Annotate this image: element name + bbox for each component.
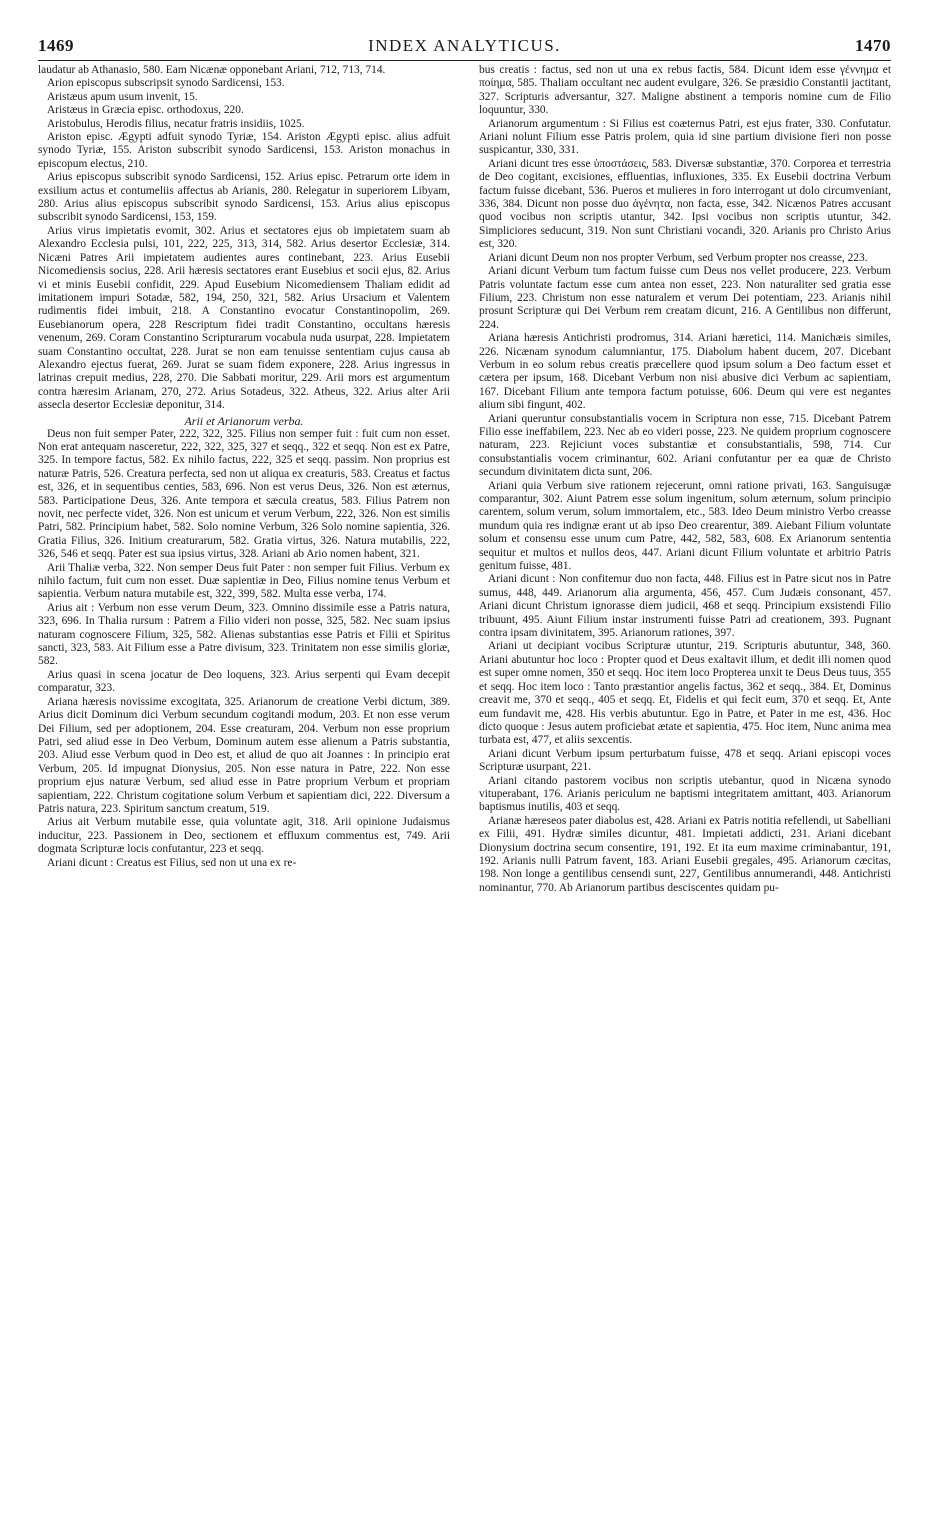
index-entry: Arius ait : Verbum non esse verum Deum, 323. Omnino dissimile esse a Patris natura, 323, 696. In Thalia rursum : Patrem a Filio videri non posse, 325, 582. Nec suam ipsius naturam cognoscere Filium, 325, 582. Alienas substantias esse Patris et Filii et Spiritus sancti, 323, 583. Ait Filium esse a Patre divisum, 323. Trinitatem non esse similis gloriæ, 582. <box>38 601 450 668</box>
index-entry: bus creatis : factus, sed non ut una ex rebus factis, 584. Dicunt idem esse γέννημα et ποίημα, 585. Thaliam occultant nec audent evulgare, 326. Se præsidio Constantii jactitant, 327. Scripturis adversantur, 327. Maligne abstinent a temporis nomine cum de Filio loquuntur, 330. <box>479 64 891 117</box>
index-entry: laudatur ab Athanasio, 580. Eam Nicænæ opponebant Ariani, 712, 713, 714. <box>38 64 386 76</box>
right-column <box>479 64 891 895</box>
index-entry: Arion episcopus subscripsit synodo Sardicensi, 153. <box>47 77 285 90</box>
index-entry: Ariani dicunt tres esse ὑποστάσεις, 583. Diversæ substantiæ, 370. Corporea et terrestria de Deo cogitant, excisiones, effluentias, influxiones, 335. Ex Eusebii doctrina Verbum factum fuisse dicebant, 536. Pueros et mulieres in foro interrogant ut dolo circumveniant, 336, 384. Dicunt non posse duo ἀγένητα, non facta, esse, 342. Nicænos Patres accusant quod vocibus non scriptis utantur, 342. Ipsi vocibus non scriptis utuntur, 342. Simpliciores seducunt, 319. Non sunt Christiani vocandi, 320. Arianis pro Christo Arius est, 320. <box>479 157 891 251</box>
index-entry: Arius ait Verbum mutabile esse, quia voluntate agit, 318. Arii opinione Judaismus inducitur, 223. Passionem in Deo, sectionem et effluxum commentus est, 749. Arii dogmata Scripturæ locis confutantur, 223 et seqq. <box>38 816 450 856</box>
left-column <box>38 64 450 870</box>
index-entry: Ariani citando pastorem vocibus non scriptis utebantur, quod in Nicæna synodo vituperabant, 176. Arianis periculum ne baptismi integritatem amittant, 403. Arianorum baptismus inutilis, 403 et seqq. <box>479 774 891 814</box>
index-entry: Ariston episc. Ægypti adfuit synodo Tyriæ, 154. Ariston Ægypti episc. alius adfuit synodo Tyriæ, 155. Ariston subscribit synodo Sardicensi, 153. Ariston monachus in episcopum electus, 210. <box>38 131 450 170</box>
index-entry: Arianæ hæreseos pater diabolus est, 428. Ariani ex Patris notitia refellendi, ut Sabelliani ex Filii, 491. Hydræ similes dicuntur, 481. Impietati addicti, 231. Ariani dicebant Dionysium doctrina secum consentire, 191, 192. Et ita eum maxime criminabantur, 191, 192. Arianis nulli Patrum favent, 183. Ariani Eusebii gregales, 495. Arianorum cæcitas, 198. Non longe a gentilibus censendi sunt, 227, Gentilibus annumerandi, 448. Antichristi nominantur, 770. Ab Arianorum partibus desciscentes quidam pu- <box>479 814 891 894</box>
index-entry: Ariani dicunt Deum non nos propter Verbum, sed Verbum propter nos creasse, 223. <box>488 251 868 264</box>
index-entry: Ariani quia Verbum sive rationem rejecerunt, omni ratione privati, 163. Sanguisugæ comparantur, 302. Aiunt Patrem esse solum ingenitum, solum æternum, solum principio carentem, solum verum, solum immortalem, etc., 583. Ideo Deum ministro Verbo creasse mundum quia res indignæ erant ut ab ipso Deo crearentur, 389. Aiebant Filium voluntate solum et consensu esse unum cum Patre, 442, 582, 583, 608. Ex Arianorum sententia sequitur et multos et nullos deos, 447. Ariani dicunt Filium voluntate et arbitrio Patris genitum fuisse, 481. <box>479 479 891 573</box>
index-entry: Ariani dicunt : Non confitemur duo non facta, 448. Filius est in Patre sicut nos in Patre sumus, 448, 449. Arianorum alia argumenta, 456, 457. Cum Judæis consonant, 457. Ariani dicunt Christum ignorasse diem judicii, 468 et seqq. Principium exsistendi Filio tribuunt, 495. Aiunt Filium instar instrumenti fuisse Patri ad creationem, 393. Pugnant contra ipsam divinitatem, 395. Arianorum rationes, 397. <box>479 573 891 640</box>
running-title: INDEX ANALYTICUS. <box>368 36 561 55</box>
index-entry: Ariana hæresis novissime excogitata, 325. Arianorum de creatione Verbi dictum, 389. Arius dicit Dominum dici Verbum secundum cogitandi modum, 203. Et non esse verum Dei Filium, sed per adoptionem, 204. Esse creaturam, 204. Verbum non esse proprium Patri, sed aliud esse in Deo Verbum, Dominum autem esse alienum a Patris substantia, 203. Aliud esse Verbum quod in Deo est, et aliud de quo ait Joannes : In principio erat Verbum, 205. Id impugnat Dionysius, 205. Non esse natura in Patre, 222. Non esse proprium ejus naturæ Verbum, sed aliud esse in Patre proprium Verbum et propriam sapientiam, 222. Christum cogitatione solum Verbum et sapientiam dici, 222. Diversum a Patris natura, 223. Spiritum sanctum creatum, 519. <box>38 695 450 815</box>
page-number-left: 1469 <box>38 36 74 55</box>
index-entry: Ariani dicunt Verbum tum factum fuisse cum Deus nos vellet producere, 223. Verbum Patris voluntate factum esse cum antea non esset, 223. Non naturaliter sed gratia esse Filium, 223. Christum non esse naturalem et verum Dei potentiam, 223. Arianis nihil prosunt Scripturæ qui Dei Verbum rem creatam dicunt, 216. A Gentilibus non differunt, 224. <box>479 265 891 331</box>
index-entry: Arii Thaliæ verba, 322. Non semper Deus fuit Pater : non semper fuit Filius. Verbum ex nihilo factum, fuit cum non esset. Duæ sapientiæ in Deo, Filius nomine tenus Verbum et sapientia. Verbum natura mutabile est, 322, 399, 582. Multa esse verba, 174. <box>38 561 450 601</box>
index-entry: Ariani ut decipiant vocibus Scripturæ utuntur, 219. Scripturis abutuntur, 348, 360. Ariani abutuntur hoc loco : Propter quod et Deus exaltavit illum, et dedit illi nomen quod est super omne nomen, 350 et seqq. Hoc item loco Propterea unxit te Deus Deus tuus, 355 et seqq. Hoc item loco : Tanto præstantior angelis factus, 362 et seqq., 384. Et, Dominus creavit me, 370 et seqq., 405 et seqq. Et, Fidelis et qui fecit eum, 370 et seqq. Et, Ante eum fundavit me, 428. His verbis abutuntur. Ego in Patre, et Pater in me est, 436. Hoc dicto quoque : Jesus autem proficiebat ætate et sapientia, 475. Hoc item, Nunc anima mea turbata est, 477, et aliis sexcentis. <box>479 640 891 747</box>
index-entry: Ariana hæresis Antichristi prodromus, 314. Ariani hæretici, 114. Manichæis similes, 226. Nicænam synodum calumniantur, 175. Diabolum habent ducem, 207. Dicebant Verbum in eo solum rebus creatis præcellere quod ipsum solum a Deo factum esset et cætera per ipsum, 168. Dicebant Verbum non nisi abusive dici Verbum ac sapientiam, 167. Dicebant Filium ante tempora factum potuisse, 606. Deum qui vere est negantes alium sibi fingunt, 402. <box>479 332 891 412</box>
index-entry: Arius virus impietatis evomit, 302. Arius et sectatores ejus ob impietatem suam ab Alexandro Ecclesia pulsi, 101, 222, 225, 313, 314, 582. Arius desertor Ecclesiæ, 314. Nicæni Patres Arii impietatem audientes aures continebant, 223. Arius Eusebii Nicomediensis socius, 228. Arii hæresis sectatores erant Eusebius et socii ejus, 82. Arius vi et minis Eusebii confidit, 229. Apud Eusebium Nicomediensem Thaliam edidit ad imitationem impuri Sotadæ, 582, 194, 250, 321, 582. Arius Ursacium et Valentem rudimentis fidei imbuit, 218. A Constantino evocatur Constantinopolim, 269. Eusebianorum opera, 228 Rescriptum fidei tradit Constantino, occultans hæresis venenum, 269. Coram Constantino Scripturarum vocabula nuda usurpat, 228. Impietatem suam Constantino occultat, 228. Jurat se non eam tenuisse sententiam cujus causa ab Alexandro ejectus fuerat, 269. Jurat se suam fidem exponere, 228. Arius ingressus in latrinas crepuit medius, 228, 270. Die Sabbati moritur, 229. Arii mors est argumentum contra hæresim Arianam, 270, 272. Arius Sotadeus, 322. Atheus, 322. Arius alter Arii assecla desertor Ecclesiæ deponitur, 314. <box>38 224 450 412</box>
index-entry: Aristæus in Græcia episc. orthodoxus, 220. <box>47 104 244 117</box>
index-entry: Arius episcopus subscribit synodo Sardicensi, 152. Arius episc. Petrarum orte idem in exsilium actus et contumeliis affectus ab Arianis, 280. Relegatur in superiorem Libyam, 280. Arius alius episcopus subscribit synodo Sardicensi, 153. Arius alius episcopus subscribit synodo Sardicensi, 153, 159. <box>38 171 450 224</box>
index-entry: Arius quasi in scena jocatur de Deo loquens, 323. Arius serpenti qui Evam decepit comparatur, 323. <box>38 668 450 695</box>
index-entry: Ariani dicunt : Creatus est Filius, sed non ut una ex re- <box>47 856 297 869</box>
index-entry: Ariani queruntur consubstantialis vocem in Scriptura non esse, 715. Dicebant Patrem Filio esse ineffabilem, 223. Nec ab eo videri posse, 223. Ne quidem proprium cognoscere naturam, 223. Rejiciunt voces substantiæ et consubstantialis, 598, 714. Cur consubstantialis vocem criminantur, 602. Ariani confutantur per ea quæ de Christo secundum divinitatem dicta sunt, 206. <box>479 412 891 479</box>
index-entry: Arianorum argumentum : Si Filius est coæternus Patri, est ejus frater, 330. Confutatur. Ariani nolunt Filium esse Patris prolem, quia id sine partium divisione fieri non posse suspicantur, 330, 331. <box>479 117 891 157</box>
index-entry: Aristæus apum usum invenit, 15. <box>47 90 198 103</box>
index-entry: Deus non fuit semper Pater, 222, 322, 325. Filius non semper fuit : fuit cum non esset. Non erat antequam nasceretur, 222, 322, 325, 327 et seqq., 322 et seqq. Non est ex Patre, 325. In tempore factus, 582. Ex nihilo factus, 222, 325 et seqq. passim. Non proprius est naturæ Patris, 526. Creatura perfecta, sed non ut aliqua ex creaturis, 583. Creatus et factus est, 326, et in sequentibus centies, 583, 696. Non est verus Deus, 326. Non est æternus, 583. Participatione Deus, 326. Ante tempora et sæcula creatus, 583. Filius Patrem non novit, nec perfecte videt, 326. Non est unicum et verum Verbum, 222, 326. Non est similis Patri, 582. Principium habet, 582. Solo nomine Verbum, 326 Solo nomine sapientia, 326. Gratia Filius, 326. Initium creaturarum, 582. Gratia virtus, 326. Natura mutabilis, 222, 326, 546 et seqq. Pater est sua ipsius virtus, 328. Ariani ab Ario nomen habent, 321. <box>38 427 450 561</box>
index-entry: Ariani dicunt Verbum ipsum perturbatum fuisse, 478 et seqq. Ariani episcopi voces Scripturæ usurpant, 221. <box>479 747 891 774</box>
index-entry: Aristobulus, Herodis filius, necatur fratris insidiis, 1025. <box>47 117 305 130</box>
page-header <box>38 36 891 58</box>
page-number-right: 1470 <box>855 36 891 55</box>
header-rule <box>38 60 891 61</box>
section-heading: Arii et Arianorum verba. <box>184 413 304 428</box>
